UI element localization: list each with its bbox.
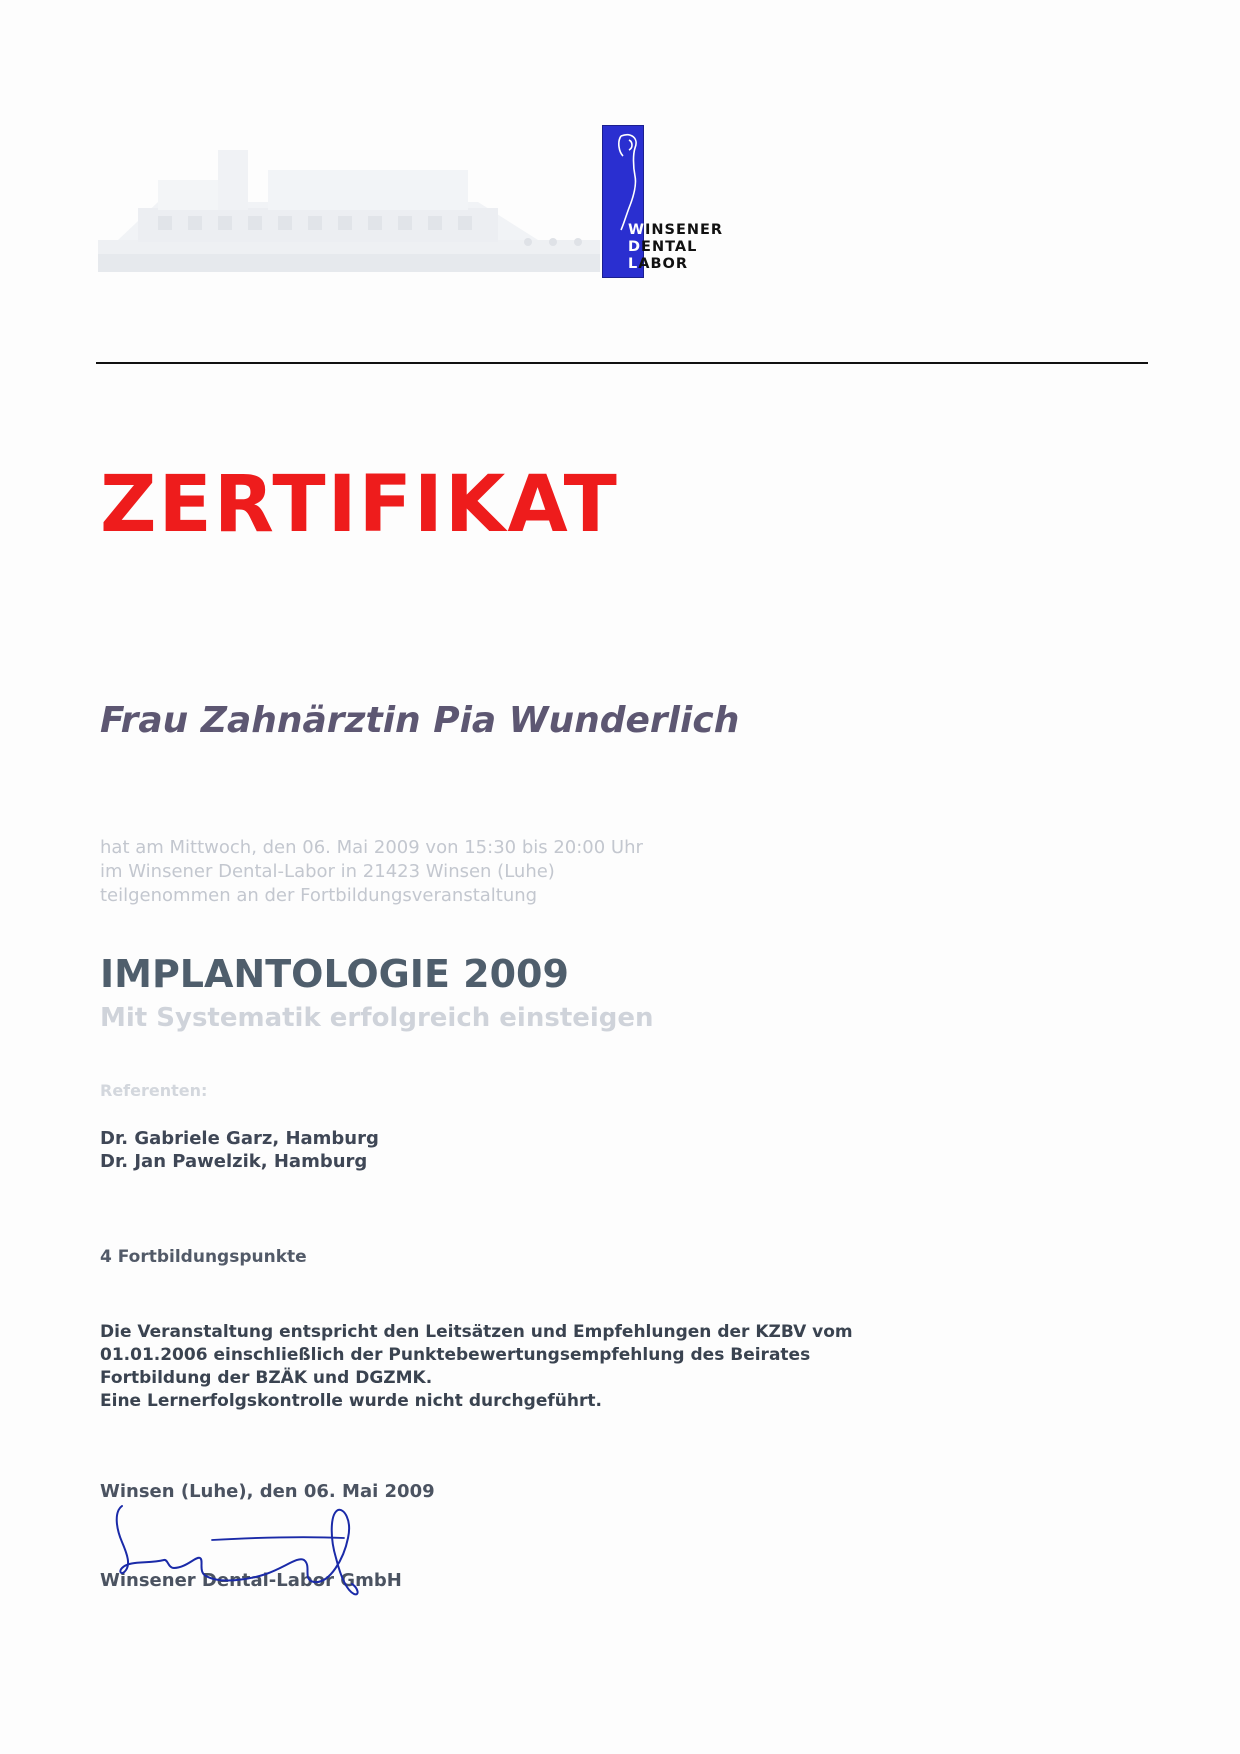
building-photo [98, 130, 600, 272]
course-subtitle: Mit Systematik erfolgreich einsteigen [100, 1003, 654, 1033]
place-and-date: Winsen (Luhe), den 06. Mai 2009 [100, 1481, 435, 1502]
certificate-title: ZERTIFIKAT [100, 460, 619, 550]
accreditation-line-2: 01.01.2006 einschließlich der Punktebewertungsempfehlung des Beirates [100, 1345, 811, 1365]
logo-initial-l: L [628, 256, 639, 272]
speakers-label: Referenten: [100, 1081, 208, 1100]
speakers-list [100, 1127, 379, 1173]
attendance-line-2: im Winsener Dental-Labor in 21423 Winsen (Luhe) [100, 861, 555, 882]
header-divider [96, 362, 1148, 364]
attendance-line-3: teilgenommen an der Fortbildungsveranstaltung [100, 885, 538, 906]
accreditation-line-4: Eine Lernerfolgskontrolle wurde nicht durchgeführt. [100, 1391, 602, 1411]
logo-line-1: INSENER [645, 222, 724, 238]
logo-line-3: ABOR [638, 256, 689, 272]
issuing-company: Winsener Dental-Labor GmbH [100, 1570, 402, 1591]
accreditation-line-1: Die Veranstaltung entspricht den Leitsätzen und Empfehlungen der KZBV vom [100, 1322, 853, 1342]
course-title: IMPLANTOLOGIE 2009 [100, 952, 569, 996]
speaker-item: Dr. Jan Pawelzik, Hamburg [100, 1151, 368, 1172]
recipient-name: Frau Zahnärztin Pia Wunderlich [100, 700, 740, 741]
attendance-statement [100, 836, 643, 908]
accreditation-line-3: Fortbildung der BZÄK und DGZMK. [100, 1368, 433, 1388]
cme-points: 4 Fortbildungspunkte [100, 1247, 307, 1267]
accreditation-note [100, 1321, 853, 1413]
logo-initial-w: W [628, 222, 645, 238]
attendance-line-1: hat am Mittwoch, den 06. Mai 2009 von 15:30 bis 20:00 Uhr [100, 837, 643, 858]
logo-initial-d: D [628, 239, 642, 255]
speaker-item: Dr. Gabriele Garz, Hamburg [100, 1128, 379, 1149]
handwritten-signature [108, 1498, 378, 1613]
company-logo-wordmark [628, 222, 723, 273]
logo-line-2: ENTAL [641, 239, 698, 255]
